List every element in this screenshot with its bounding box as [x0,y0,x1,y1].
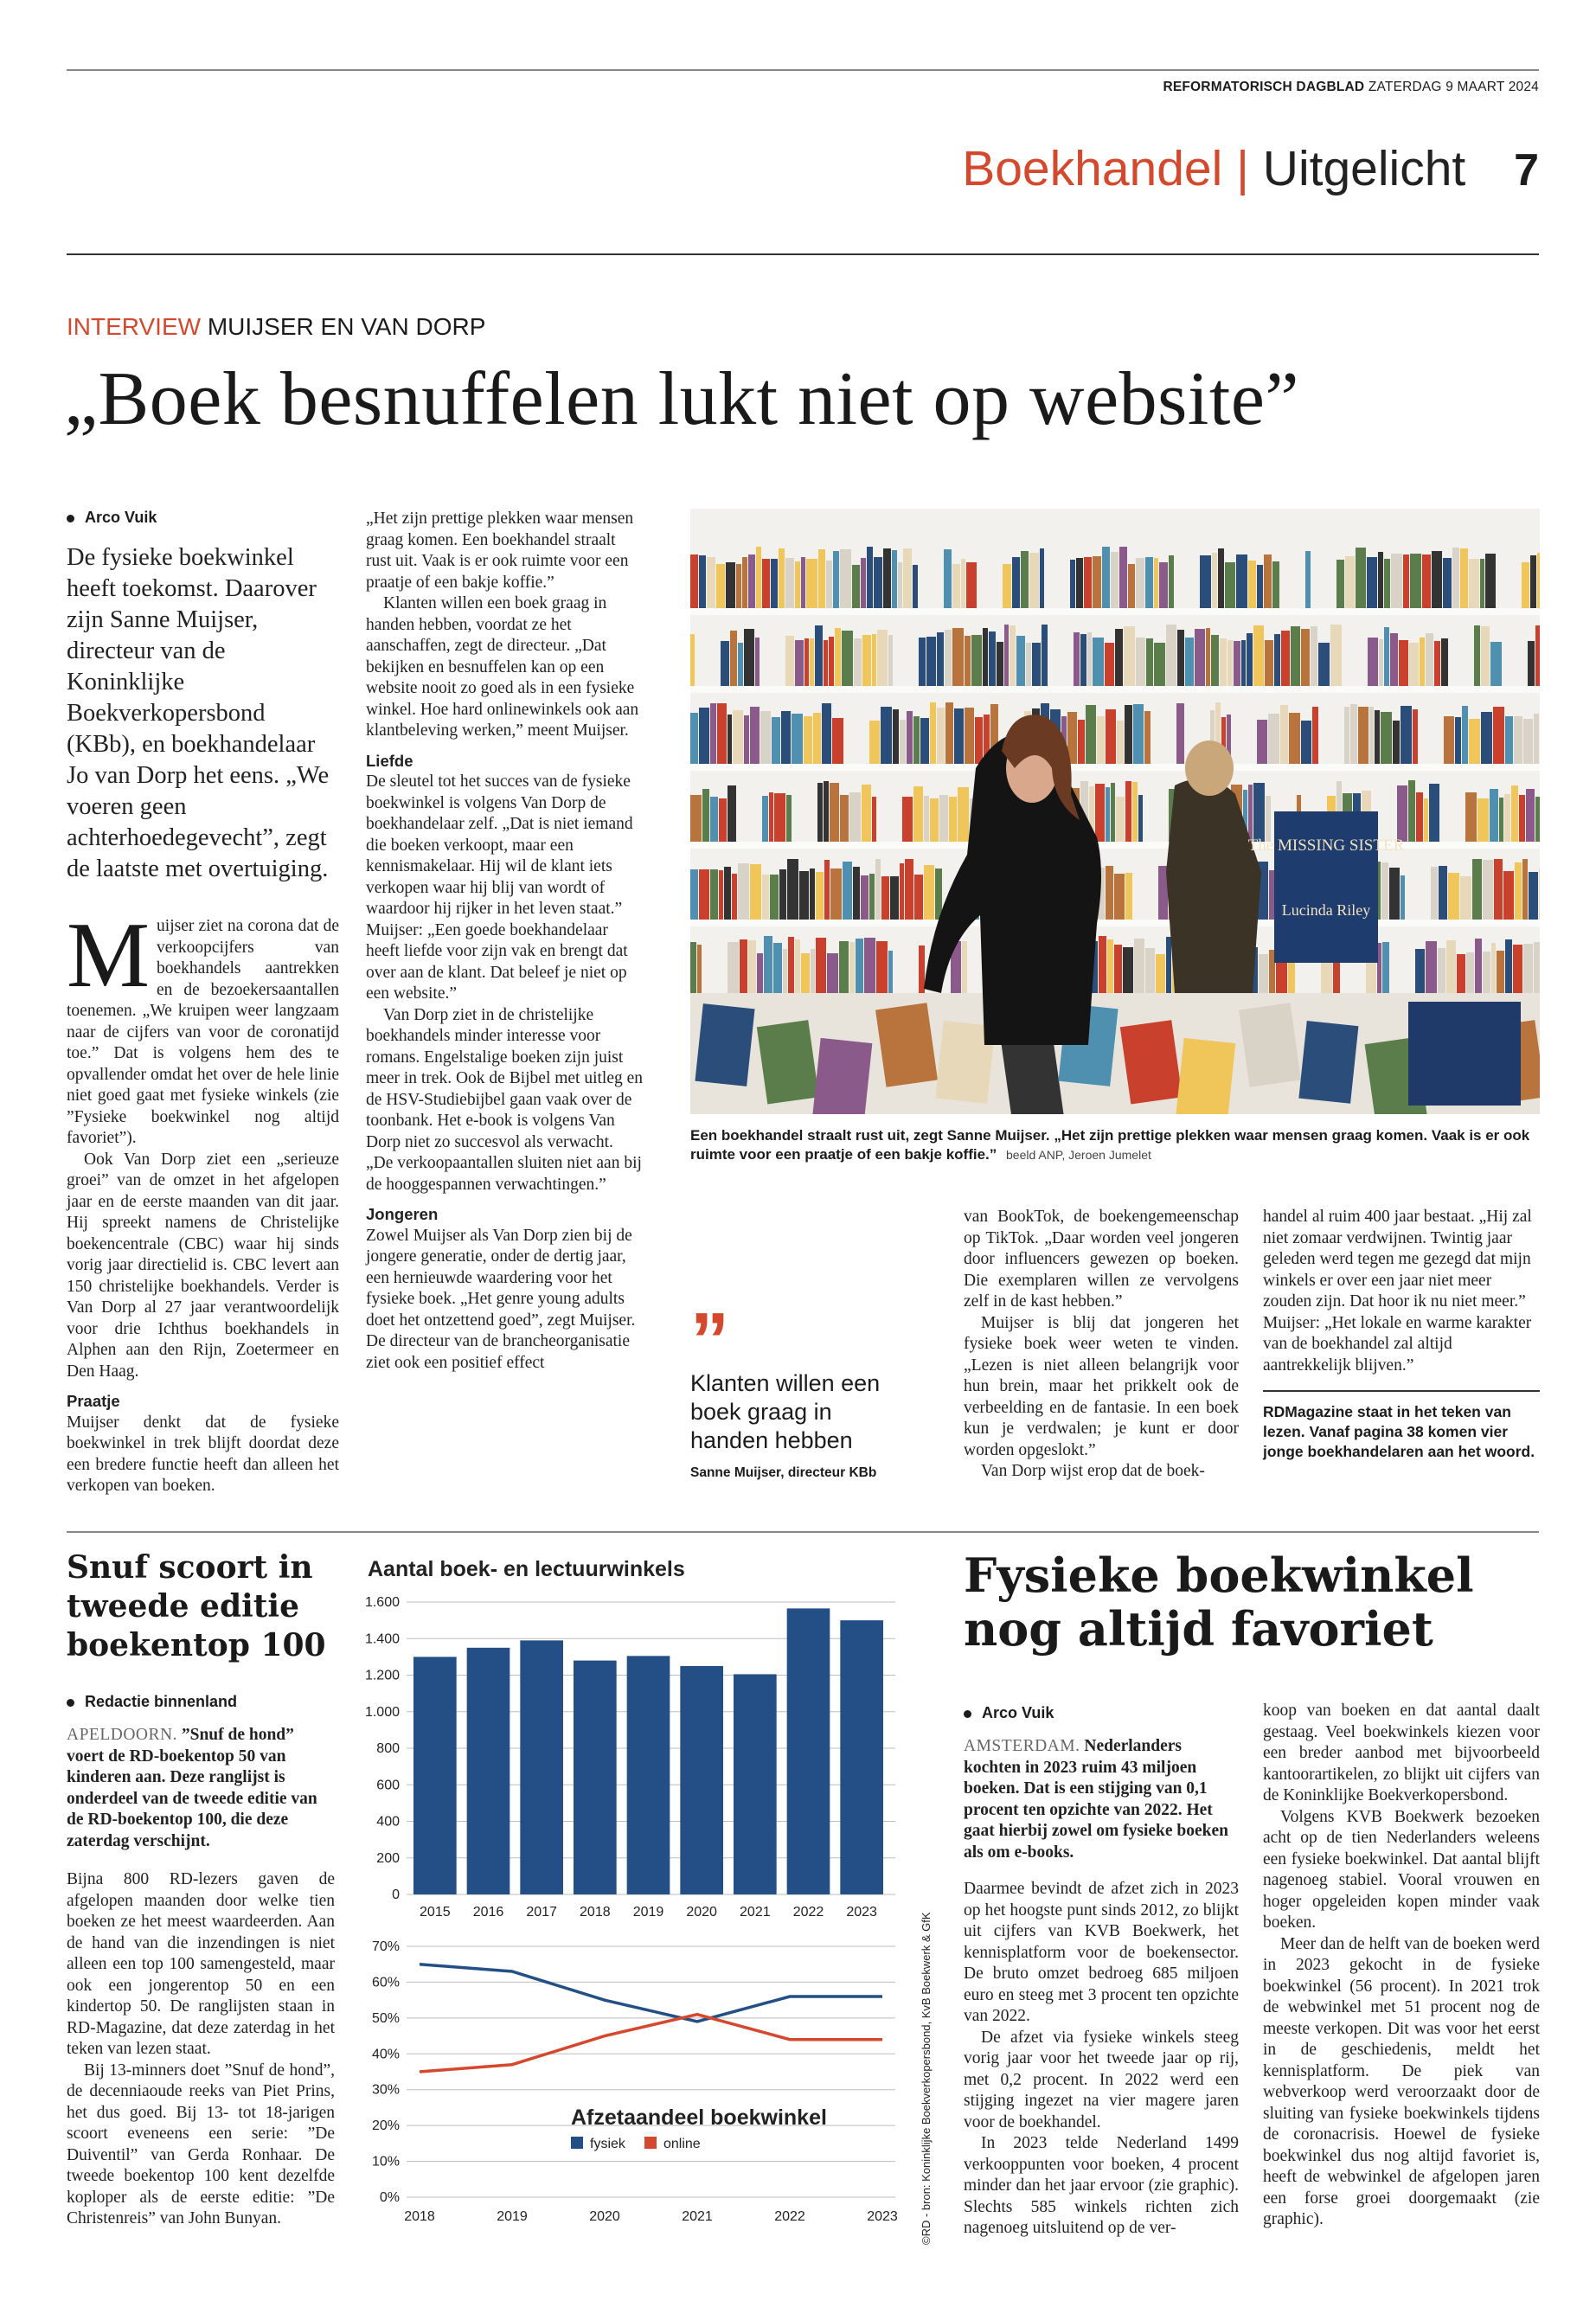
masthead-line [1163,80,1539,95]
bar [627,1656,670,1894]
subsection-name: Uitgelicht [1262,141,1466,196]
line-chart [372,1939,898,2224]
main-col-1 [67,509,339,1497]
main-col1-body [67,904,339,1497]
main-photo [690,509,1540,1114]
bar [413,1657,457,1894]
bar-y-tick: 600 [376,1778,400,1793]
legend-swatch-online [644,2137,657,2149]
bar-y-tick: 400 [376,1814,400,1830]
book-author-text: Lucinda Riley [1281,901,1371,919]
paragraph: Meer dan de helft van de boeken werd in 2023 gekocht in de fysieke boekwinkel (56 procent). In 2021 trok de webwinkel met 51 procent nog de meeste verkopen. Dit was voor het eerst in de geschiedenis, meldt het kennisplatform. De piek van webverkoop werd veroorzaakt door de sluiting van fysieke boekwinkels tijdens de coronacrisis. Hoewel de fysieke boekwinkel dus nog altijd favoriet is, heeft de webwinkel de afgelopen jaren een forse groei doorgemaakt (zie graphic). [1263,1934,1540,2228]
snuf-article [67,1548,335,2230]
book-title-text: The MISSING SISTER [1247,836,1405,855]
series-line-fysiek [420,1965,882,2022]
dropcap: M [67,904,151,1007]
line-x-tick: 2020 [589,2209,620,2224]
line-y-tick: 70% [371,1939,400,1954]
lower-rule [67,1531,1539,1533]
issue-date: ZATERDAG 9 MAART 2024 [1368,80,1539,94]
line-y-tick: 30% [371,2082,400,2098]
bar-y-tick: 1.400 [364,1631,400,1647]
top-rule [67,69,1539,71]
section-name: Boekhandel [962,141,1223,196]
paragraph: Bijna 800 RD-lezers gaven de afgelopen maanden door welke tien boeken ze het meest waardeerden. Aan de hand van die inzendingen is niet alleen een top 100 samengesteld, maar ook een jongerentop 50 en een kindertop 50. De ranglijsten staan in RD-Magazine, dat deze zaterdag in het teken van lezen staat. [67,1870,335,2058]
quote-mark: ” [690,1298,729,1384]
favoriet-col-1 [964,1704,1239,2240]
line-chart-legend [571,2137,701,2151]
paragraph: „Het zijn prettige plekken waar mensen graag komen. Een boekhandel straalt rust uit. Vaak is er ook ruimte voor een praatje of een bakje koffie.” [366,510,634,592]
bar [680,1666,723,1894]
main-col-4 [1263,1207,1540,1462]
bar-chart-title: Aantal boek- en lectuurwinkels [368,1557,685,1581]
favoriet-article [964,1548,1543,1656]
bar-y-tick: 1.000 [364,1704,400,1720]
pull-quote [690,1298,911,1481]
bar [840,1620,883,1894]
snuf-headline: Snuf scoort in tweede editie boekentop 100 [67,1549,326,1663]
favoriet-byline: Arco Vuik [964,1704,1239,1722]
kicker [67,313,485,341]
main-col-3 [964,1207,1239,1483]
paragraph: De sleutel tot het succes van de fysieke boekwinkel is volgens Van Dorp de boekhandelaar zelf. „Dat is niet iemand die boeken verkoopt, maar een kennismakelaar. Hij wil de klant iets verkopen waar hij blij van wordt of waardoor hij rijker in het leven staat.” Muijser: „Een goede boekhandelaar heeft liefde voor zijn vak en brengt dat over aan de klant. Dat beleef je niet op een website.” [366,772,633,1003]
quote-text: Klanten willen een boek graag in handen hebben [690,1370,881,1453]
favoriet-intro-text: Nederlanders kochten in 2023 ruim 43 miljoen boeken. Dat is een stijging van 0,1 procent ten opzichte van 2022. Het gaat hierbij zowel om fysieke boeken als om e-books. [964,1737,1229,1862]
bar [520,1640,563,1894]
snuf-intro-text: ”Snuf de hond” voert de RD-boekentop 50 van kinderen aan. Deze ranglijst is onderdeel van de tweede editie van de RD-boekentop 100, die deze zaterdag verschijnt. [67,1726,317,1850]
paragraph: handel al ruim 400 jaar bestaat. „Hij zal niet zomaar verdwijnen. Twintig jaar geleden werd tegen me gezegd dat mijn winkels er over een jaar niet meer zouden zijn. Dat hoor ik nu niet meer.” Muijser: „Het lokale en warme karakter van de boekhandel zal altijd aantrekkelijk blijven.” [1263,1208,1532,1375]
snuf-body [67,1869,335,2230]
line-x-tick: 2018 [404,2209,435,2224]
promo-text: RDMagazine staat in het teken van lezen. Vanaf pagina 38 komen vier jonge boekhandelaren aan het woord. [1263,1402,1535,1460]
section-header [962,143,1539,196]
line-y-tick: 20% [371,2118,400,2134]
bar-x-tick: 2017 [526,1905,557,1920]
bar-x-tick: 2020 [686,1905,717,1920]
main-col4-body [1263,1207,1540,1376]
bar-x-tick: 2022 [792,1905,824,1920]
bar-x-tick: 2019 [632,1905,664,1920]
bullet-icon [67,515,74,522]
paragraph: Muijser denkt dat de fysieke boekwinkel in trek blijft doordat deze een bredere functie heeft dan alleen het verkopen van boeken. [67,1413,339,1495]
graphic [355,1540,943,2249]
bar-x-tick: 2023 [846,1905,877,1920]
line-y-tick: 0% [379,2190,400,2205]
favoriet-headline: Fysieke boekwinkel nog altijd favoriet [964,1548,1474,1657]
paragraph: Muijser is blij dat jongeren het fysieke boek weer weten te vinden. „Lezen is niet alleen belangrijk voor hun brein, maar het prikkelt ook de verbeelding en de fantasie. In een boek kun je verdwalen; je kunt er door worden opgeslokt.” [964,1313,1239,1459]
favoriet-dateline: AMSTERDAM. [964,1737,1080,1755]
kicker-topic: MUIJSER EN VAN DORP [207,313,486,340]
subhead-jongeren: Jongeren [366,1205,439,1223]
legend-swatch-fysiek [571,2137,583,2149]
bar-y-tick: 800 [376,1741,400,1756]
bar-chart [365,1595,895,1920]
line-x-tick: 2021 [682,2209,713,2224]
paragraph: Bij 13-minners doet ”Snuf de hond”, de decenniaoude reeks van Piet Prins, het dus goed. Bij 13- tot 18-jarigen scoort eveneens een serie: ”De Duiventil” van Gerda Ronhaar. De tweede boekentop 100 kent dezelfde koploper als de eerste editie: ”De Christenreis” van John Bunyan. [67,2061,335,2227]
bar-x-tick: 2021 [740,1905,771,1920]
quote-source: Sanne Muijser, directeur KBb [690,1465,877,1480]
section-divider: | [1236,141,1249,196]
subhead-praatje: Praatje [67,1392,120,1410]
main-byline: Arco Vuik [67,509,339,527]
promo-rule [1263,1390,1540,1392]
chart-source: ©RD - bron: Koninklijke Boekverkopersbond, KvB Boekwerk & GfK [920,1912,933,2245]
bar-y-tick: 1.600 [364,1595,400,1610]
paragraph: In 2023 telde Nederland 1499 verkooppunten voor boeken, 4 procent minder dan het jaar ervoor (zie graphic). Slechts 585 winkels richten zich nagenoeg uitsluitend op de ver- [964,2134,1239,2237]
paragraph: Klanten willen een boek graag in handen hebben, voordat ze het aanschaffen, zegt de directeur. „Dat bekijken en besnuffelen kan op een website nooit zo goed als in een fysieke winkel. Hoe hard onlinewinkels ook aan klantbeleving werken,” meent Muijser. [366,594,639,740]
legend-label-fysiek: fysiek [590,2137,625,2151]
page-number: 7 [1514,145,1539,195]
paragraph: Zowel Muijser als Van Dorp zien bij de jongere generatie, onder de dertig jaar, een hernieuwde waardering voor het fysieke boek. „Het genre young adults doet het ontzettend goed”, zegt Muijser. De directeur van de brancheorganisatie ziet ook een positief effect [366,1226,636,1372]
bar-y-tick: 1.200 [364,1668,400,1683]
paragraph: De afzet via fysieke winkels steeg vorig jaar voor het tweede jaar op rij, met 0,2 procent. In 2022 werd een stijging ingezet na vier magere jaren voor de boekhandel. [964,2028,1239,2131]
paragraph: Daarmee bevindt de afzet zich in 2023 op het hoogste punt sinds 2012, zo blijkt uit cijfers van KVB Boekwerk, het kennisplatform voor de boekensector. De bruto omzet bedroeg 685 miljoen euro en steeg met 3 procent ten opzichte van 2022. [964,1880,1239,2025]
main-headline: „Boek besnuffelen lukt niet op website” [64,357,1299,441]
subhead-liefde: Liefde [366,751,413,770]
snuf-dateline: APELDOORN. [67,1726,177,1744]
bar-x-tick: 2016 [472,1905,504,1920]
bar [734,1674,777,1894]
line-x-tick: 2023 [867,2209,898,2224]
snuf-intro [67,1725,335,1852]
bookstore-photo [690,509,1540,1114]
paragraph: koop van boeken en dat aantal daalt gestaag. Veel boekwinkels kiezen voor een breder aanbod met bijvoorbeeld kantoorartikelen, zo blijkt uit cijfers van de Koninklijke Boekverkopersbond. [1263,1702,1540,1804]
photo-caption [690,1126,1542,1164]
favoriet-col1-body [964,1879,1239,2240]
line-x-tick: 2019 [497,2209,528,2224]
line-y-tick: 40% [371,2047,400,2062]
bar [467,1648,510,1894]
line-x-tick: 2022 [774,2209,805,2224]
bar [787,1608,830,1894]
paragraph: Van Dorp ziet in de christelijke boekhandels minder interesse voor romans. Engelstalige boeken zijn juist meer in trek. Ook de Bijbel met uitleg en de HSV-Studiebijbel gaan vaak over de toonbank. Het e-book is volgens Van Dorp niet zo succesvol als verwacht. „De verkoopaantallen sluiten niet aan bij de hooggespannen verwachtingen.” [366,1005,644,1194]
chart-graphic [355,1540,943,2249]
kicker-label: INTERVIEW [67,313,202,340]
series-line-online [420,2015,882,2072]
paragraph: Ook Van Dorp ziet een „serieuze groei” van de omzet in het afgelopen jaar en de eerste maanden van dit jaar. Hij spreekt namens de Christelijke boekencentrale (CBC) waar hij sinds vorig jaar directielid is. CBC levert aan 150 christelijke boekhandels. Verder is Van Dorp al 27 jaar verantwoordelijk voor drie Ichthus boekhandels in Alphen aan den Rijn, Zoetermeer en Den Haag. [67,1150,339,1381]
bullet-icon [67,1699,74,1707]
paragraph: Van Dorp wijst erop dat de boek- [981,1462,1205,1480]
line-y-tick: 60% [371,1975,400,1990]
photo-credit: beeld ANP, Jeroen Jumelet [1006,1148,1151,1162]
line-y-tick: 50% [371,2010,400,2026]
line-y-tick: 10% [371,2154,400,2170]
bullet-icon [964,1710,971,1718]
paper-name: REFORMATORISCH DAGBLAD [1163,80,1365,94]
caption-text: Een boekhandel straalt rust uit, zegt Sanne Muijser. „Het zijn prettige plekken waar mensen graag komen. Vaak is er ook ruimte voor een praatje of een bakje koffie.” [690,1127,1530,1163]
paragraph: uijser ziet na corona dat de verkoopcijfers van boekhandels aantrekken en de bezoekersaantallen toenemen. „We kruipen weer langzaam naar de cijfers van voor de coronatijd toe.” Dat is volgens hem des te opvallender omdat het over de hele linie niet goed gaat met fysieke winkels (zie ”Fysieke boekwinkel nog altijd favoriet”). [67,917,339,1147]
main-col-2 [366,509,644,1374]
paragraph: Volgens KVB Boekwerk bezoeken acht op de tien Nederlanders weleens een fysieke boekwinkel. Dat aantal blijft nagenoeg stabiel. Vooral vrouwen en hoger opgeleiden kopen minder vaak boeken. [1263,1807,1540,1932]
bar-x-tick: 2018 [580,1905,611,1920]
paragraph: van BookTok, de boekengemeenschap op TikTok. „Daar worden veel jongeren door influencers gewezen op boeken. Die exemplaren willen ze vervolgens zelf in de kast hebben.” [964,1208,1239,1311]
bar-y-tick: 0 [392,1888,400,1902]
line-chart-title: Afzetaandeel boekwinkel [571,2106,827,2130]
snuf-byline: Redactie binnenland [67,1693,335,1711]
legend-label-online: online [663,2137,701,2151]
bar [574,1661,617,1894]
header-rule [67,253,1539,255]
favoriet-intro [964,1736,1239,1863]
bar-x-tick: 2015 [420,1905,451,1920]
favoriet-col-2 [1263,1701,1540,2231]
bar-y-tick: 200 [376,1850,400,1866]
main-lead: De fysieke boekwinkel heeft toekomst. Daarover zijn Sanne Muijser, directeur van de Koninklijke Boekverkopersbond (KBb), en boekhandelaar Jo van Dorp het eens. „We voeren geen achterhoedegevecht”, zegt de laatste met overtuiging. [67,544,330,882]
